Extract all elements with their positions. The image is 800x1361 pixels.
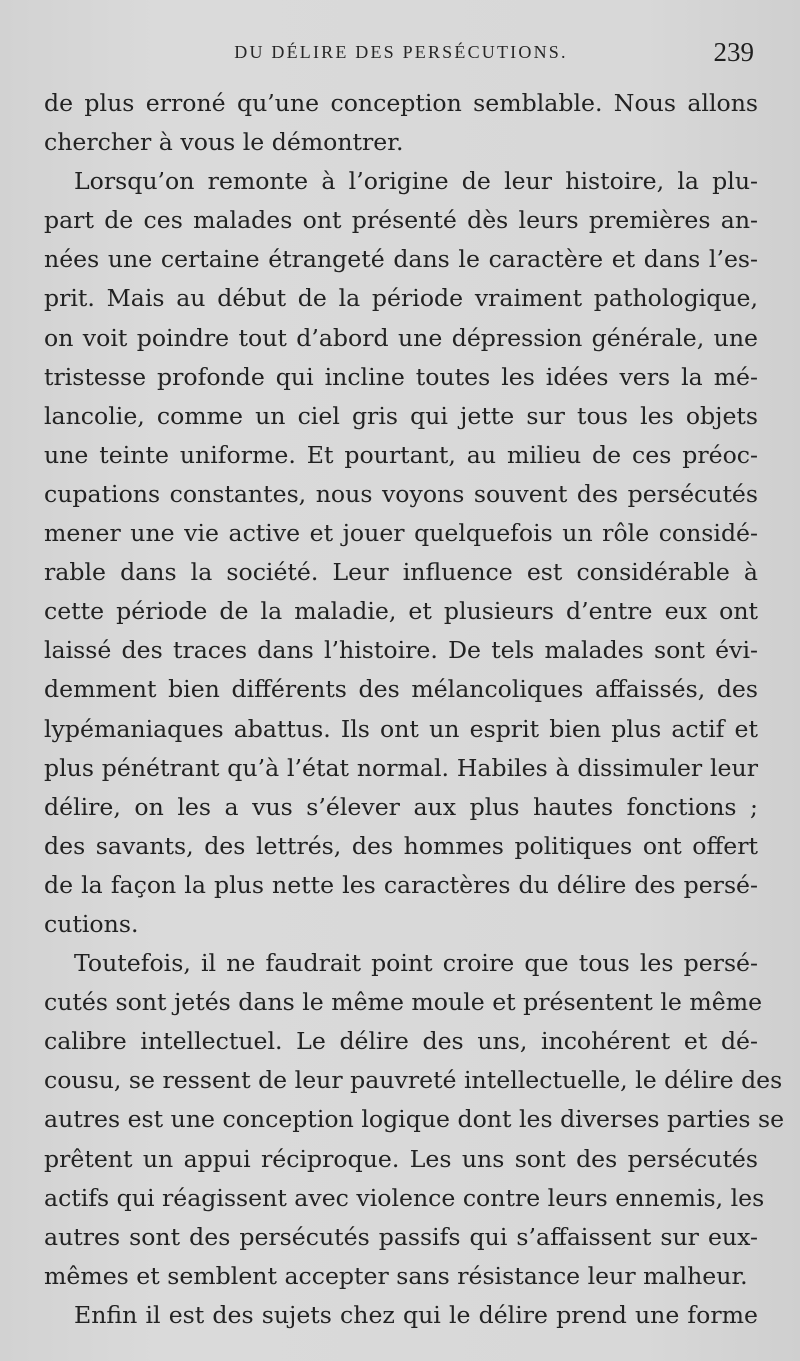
text-line: de la façon la plus nette les caractères du délire des persé- [44, 870, 758, 899]
text-line: mêmes et semblent accepter sans résistance leur malheur. [44, 1261, 748, 1290]
text-line: Lorsqu’on remonte à l’origine de leur histoire, la plu- [74, 167, 758, 196]
text-line: cutions. [44, 909, 139, 938]
text-line: chercher à vous le démontrer. [44, 128, 404, 157]
text-line: lancolie, comme un ciel gris qui jette sur tous les objets [44, 401, 758, 430]
text-line: rable dans la société. Leur influence est considérable à [44, 558, 758, 587]
text-line: cousu, se ressent de leur pauvreté intellectuelle, le délire des [44, 1066, 783, 1095]
text-line: on voit poindre tout d’abord une dépression générale, une [44, 323, 758, 352]
paragraph [44, 162, 758, 944]
text-line: demment bien différents des mélancoliques affaissés, des [44, 675, 758, 704]
text-line: laissé des traces dans l’histoire. De tels malades sont évi- [44, 636, 758, 665]
page-header [44, 37, 758, 70]
text-line: prêtent un appui réciproque. Les uns sont des persécutés [44, 1144, 758, 1173]
text-line: Toutefois, il ne faudrait point croire que tous les persé- [74, 949, 758, 978]
text-line: de plus erroné qu’une conception semblable. Nous allons [44, 89, 758, 117]
text-line: cutés sont jetés dans le même moule et présentent le même [44, 988, 763, 1017]
text-line: prit. Mais au début de la période vraiment pathologique, [44, 284, 758, 313]
text-line: délire, on les a vus s’élever aux plus hautes fonctions ; [44, 792, 758, 821]
text-line: Enfin il est des sujets chez qui le délire prend une forme [74, 1300, 758, 1329]
text-line: cette période de la maladie, et plusieurs d’entre eux ont [44, 597, 758, 626]
paragraph [44, 1296, 758, 1335]
paragraph [44, 944, 785, 1296]
text-line: autres sont des persécutés passifs qui s’affaissent sur eux- [44, 1222, 758, 1251]
text-line: actifs qui réagissent avec violence contre leurs ennemis, les [44, 1183, 765, 1212]
text-line: autres est une conception logique dont les diverses parties se [44, 1105, 785, 1134]
text-line: lypémaniaques abattus. Ils ont un esprit bien plus actif et [44, 714, 758, 743]
text-line: cupations constantes, nous voyons souvent des persécutés [44, 479, 758, 508]
body-text [44, 84, 785, 1335]
text-line: mener une vie active et jouer quelquefois un rôle considé- [44, 519, 758, 548]
text-line: plus pénétrant qu’à l’état normal. Habiles à dissimuler leur [44, 753, 758, 782]
text-line: calibre intellectuel. Le délire des uns, incohérent et dé- [44, 1027, 758, 1056]
text-line: nées une certaine étrangeté dans le caractère et dans l’es- [44, 245, 758, 274]
text-line: part de ces malades ont présenté dès leurs premières an- [44, 206, 758, 235]
paragraph [44, 84, 758, 162]
page-number: 239 [713, 37, 754, 67]
text-line: une teinte uniforme. Et pourtant, au milieu de ces préoc- [44, 440, 758, 469]
running-title: DU DÉLIRE DES PERSÉCUTIONS. [234, 42, 568, 62]
text-line: tristesse profonde qui incline toutes les idées vers la mé- [44, 362, 758, 391]
text-line: des savants, des lettrés, des hommes politiques ont offert [44, 831, 758, 860]
